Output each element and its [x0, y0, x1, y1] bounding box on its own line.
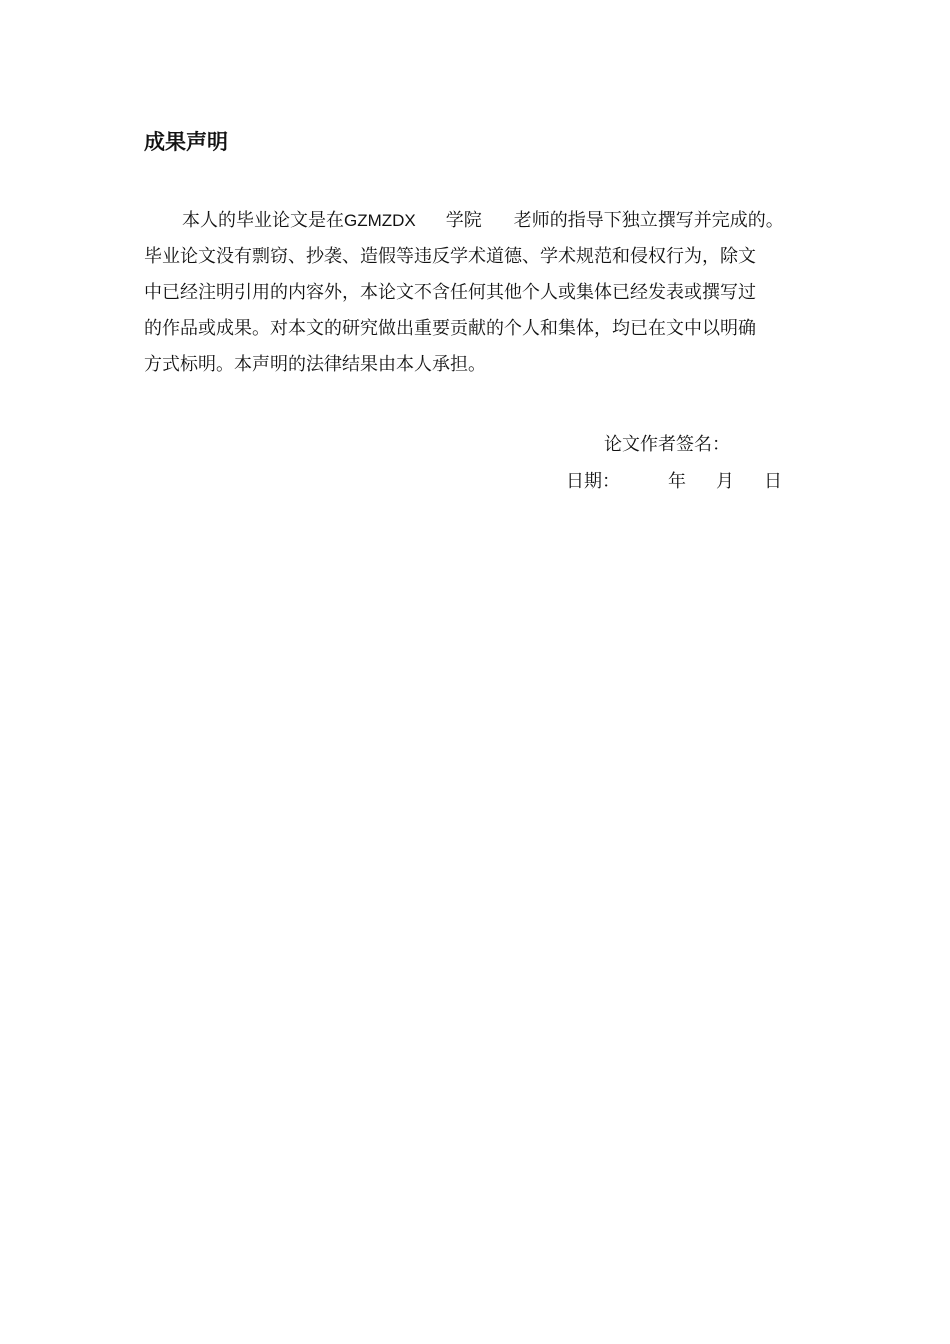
- page-title: 成果声明: [144, 130, 228, 154]
- school-code: GZMZDX: [344, 211, 416, 230]
- day-label: 日: [764, 471, 782, 492]
- paragraph-line-3: 中已经注明引用的内容外，本论文不含任何其他个人或集体已经发表或撰写过: [144, 282, 756, 303]
- paragraph-line-4: 的作品或成果。对本文的研究做出重要贡献的个人和集体，均已在文中以明确: [144, 318, 756, 339]
- year-label: 年: [668, 471, 686, 492]
- college-label: 学院: [445, 210, 482, 231]
- declaration-paragraph: [144, 203, 844, 383]
- paragraph-line-5: 方式标明。本声明的法律结果由本人承担。: [144, 354, 486, 375]
- date-line: [566, 467, 782, 493]
- author-signature-label: 论文作者签名：: [604, 434, 730, 455]
- paragraph-line-2: 毕业论文没有剽窃、抄袭、造假等违反学术道德、学术规范和侵权行为，除文: [144, 246, 756, 267]
- line1-prefix: 本人的毕业论文是在: [182, 210, 344, 231]
- paragraph-line-1: [144, 203, 844, 239]
- line1-suffix: 老师的指导下独立撰写并完成的。: [513, 210, 784, 231]
- date-label: 日期：: [566, 471, 620, 492]
- month-label: 月: [716, 471, 734, 492]
